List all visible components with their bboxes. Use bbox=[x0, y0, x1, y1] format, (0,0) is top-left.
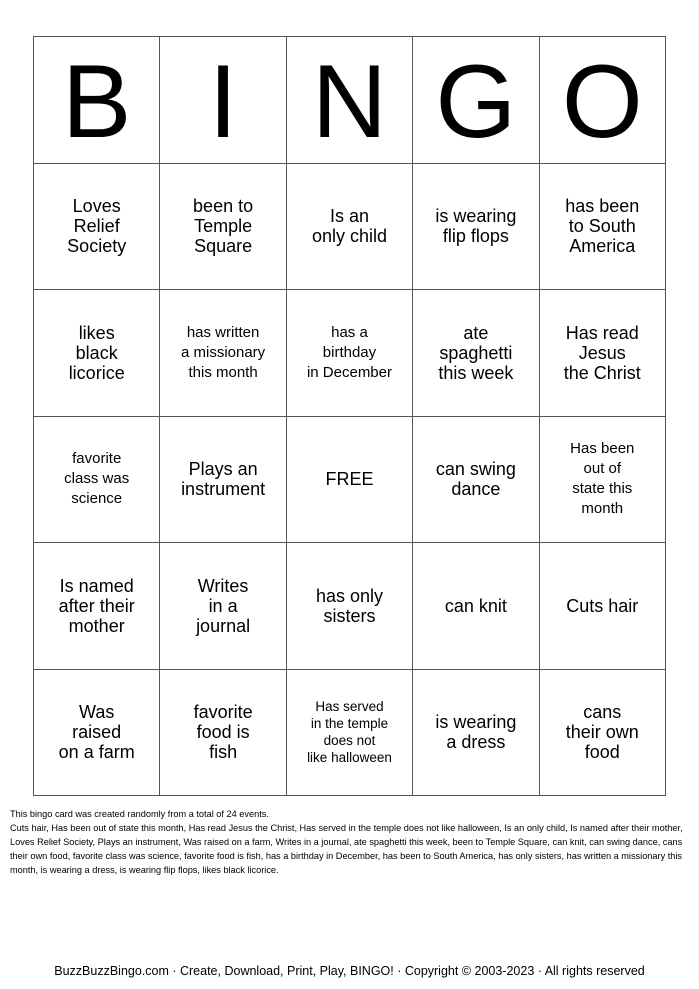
cell-text: has been to South America bbox=[565, 196, 640, 257]
card-cell bbox=[160, 416, 286, 543]
free-space-label: FREE bbox=[325, 469, 374, 490]
card-cell bbox=[286, 669, 412, 796]
cell-text: can swing dance bbox=[435, 459, 516, 500]
card-cell bbox=[539, 416, 665, 543]
card-cell bbox=[160, 290, 286, 417]
card-cell bbox=[286, 163, 412, 290]
card-cell bbox=[413, 416, 539, 543]
cell-text: Is named after their mother bbox=[58, 575, 135, 636]
cell-text: has written a missionary this month bbox=[180, 323, 266, 381]
card-row bbox=[34, 416, 666, 543]
site-footer: BuzzBuzzBingo.com · Create, Download, Print, Play, BINGO! · Copyright © 2003-2023 · All rights reserved bbox=[54, 964, 645, 978]
cell-text: is wearing a dress bbox=[435, 712, 517, 753]
cell-text: favorite food is fish bbox=[193, 702, 253, 763]
header-row bbox=[34, 37, 666, 164]
cell-text: Is an only child bbox=[311, 206, 387, 247]
cell-text: has a birthday in December bbox=[306, 323, 392, 381]
header-letter-o: O bbox=[539, 37, 665, 164]
card-cell bbox=[34, 416, 160, 543]
card-info bbox=[10, 807, 692, 877]
cell-text: Was raised on a farm bbox=[58, 702, 135, 763]
card-cell bbox=[286, 290, 412, 417]
card-cell bbox=[34, 163, 160, 290]
card-row bbox=[34, 543, 666, 670]
cell-text: likes black licorice bbox=[68, 322, 125, 383]
card-cell bbox=[539, 543, 665, 670]
cell-text: Loves Relief Society bbox=[67, 196, 127, 257]
card-events-list: Cuts hair, Has been out of state this month, Has read Jesus the Christ, Has served in the temple does not like halloween, Is an only child, Is named after their mother, Loves Relief Society, Plays an instrument, Was raised on a farm, Writes in a journal, ate spaghetti this week, been to Temple Square, can knit, can swing dance, cans their own food, favorite class was science, favorite food is fish, has a birthday in December, has been to South America, has only sisters, has written a missionary this month, is wearing a dress, is wearing flip flops, likes black licorice. bbox=[10, 823, 683, 875]
cell-text: Has been out of state this month bbox=[570, 440, 635, 518]
cell-text: Has served in the temple does not like halloween bbox=[307, 699, 392, 766]
free-space bbox=[286, 416, 412, 543]
card-cell bbox=[160, 543, 286, 670]
card-cell bbox=[34, 543, 160, 670]
cell-text: Writes in a journal bbox=[196, 575, 251, 636]
cell-text: cans their own food bbox=[565, 702, 639, 763]
card-cell bbox=[413, 163, 539, 290]
cell-text: Has read Jesus the Christ bbox=[563, 322, 641, 383]
cell-text: is wearing flip flops bbox=[435, 206, 517, 247]
card-cell bbox=[34, 290, 160, 417]
card-cell bbox=[539, 163, 665, 290]
card-cell bbox=[539, 290, 665, 417]
card-row bbox=[34, 163, 666, 290]
bingo-card bbox=[33, 36, 666, 796]
card-cell bbox=[160, 163, 286, 290]
header-letter-g: G bbox=[413, 37, 539, 164]
card-cell bbox=[413, 290, 539, 417]
card-cell bbox=[539, 669, 665, 796]
cell-text: can knit bbox=[444, 595, 507, 616]
header-letter-n: N bbox=[286, 37, 412, 164]
cell-text: Cuts hair bbox=[566, 595, 639, 616]
card-cell bbox=[34, 669, 160, 796]
card-cell bbox=[413, 543, 539, 670]
card-cell bbox=[286, 543, 412, 670]
card-row bbox=[34, 669, 666, 796]
cell-text: Plays an instrument bbox=[181, 459, 266, 500]
cell-text: been to Temple Square bbox=[193, 196, 254, 257]
card-cell bbox=[413, 669, 539, 796]
cell-text: has only sisters bbox=[315, 585, 383, 626]
card-info-summary: This bingo card was created randomly from a total of 24 events. bbox=[10, 809, 269, 819]
header-letter-i: I bbox=[160, 37, 286, 164]
card-row bbox=[34, 290, 666, 417]
cell-text: favorite class was science bbox=[64, 450, 130, 508]
cell-text: ate spaghetti this week bbox=[438, 322, 514, 383]
card-cell bbox=[160, 669, 286, 796]
header-letter-b: B bbox=[34, 37, 160, 164]
